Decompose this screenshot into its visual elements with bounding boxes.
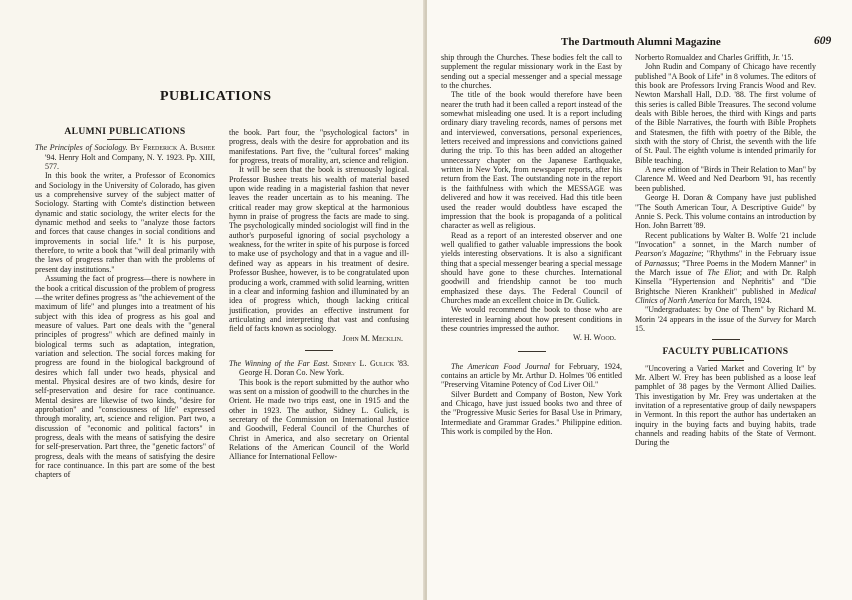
news-item-morin: "Undergraduates: by One of Them" by Richard M. Morin '24 appears in the issue of the Survey for March 15.	[635, 305, 816, 333]
faculty-publications-heading: FACULTY PUBLICATIONS	[662, 347, 789, 358]
running-head: The Dartmouth Alumni Magazine	[561, 36, 721, 48]
left-column-2	[229, 128, 409, 462]
left-column-1	[35, 128, 215, 480]
page-title: PUBLICATIONS	[160, 89, 272, 104]
news-item-birds: A new edition of "Birds in Their Relation to Man" by Clarence M. Weed and Ned Dearborn '91, has recently been published.	[635, 165, 816, 193]
left-page	[0, 0, 425, 600]
reviewer-signature: John M. Mecklin.	[342, 333, 403, 343]
reviewer-signature: W. H. Wood.	[573, 333, 616, 343]
book-citation-principles: The Principles of Sociology. By Frederick A. Bushee '94. Henry Holt and Company, N. Y. 1923. Pp. XIII, 577.	[35, 143, 216, 172]
news-item-frey: "Uncovering a Varied Market and Covering It" by Mr. Albert W. Frey has been published as a loose leaf pamphlet of 38 pages by the Vermont Allied Dailies. This investigation by Mr. Frey was undertaken at the invitation of a representative group of daily newspapers in Vermont. In this report the author has undertaken an inquiry in the buying facts and buying habits, trade channels and reading habits of the State of Vermont. During the	[635, 363, 816, 448]
review-paragraph: We would recommend the book to those who are interested in learning about how present conditions in these countries impressed the author.	[441, 305, 622, 333]
alumni-publications-heading: ALUMNI PUBLICATIONS	[64, 127, 186, 137]
review-paragraph: This book is the report submitted by the author who was sent on a mission of goodwill to the churches in the Orient. He made two trips east, one in 1915 and the other in 1923. The author, Sidney L. Gulick, is secretary of the Commission on International Justice and Goodwill, Federal Council of the Churches of Christ in America, and also secretary on Oriental Relations of the American Council of the World Alliance for International Fellow-	[229, 377, 409, 462]
separator-rule	[305, 350, 333, 351]
review-paragraph: The title of the book would therefore have been nearer the truth had it been called a report instead of the somewhat misleading one used. It is a report including ordinary diary traveling records, names of persons met and interviewed, conversations, personal experiences, letters received and impressions and convictions gained during the trip. To this has been added an altogether unnecessary chapter on the Japanese Earthquake, written in New York, from newspaper reports, after his return from the East. The outstanding note in the report is the faithfulness with which the MESSAGE was delivered and how it was received. Had this title been used the reader would doubtless have escaped the impression that the book is propaganda of a political character as well as religious.	[441, 90, 622, 231]
separator-rule	[518, 351, 546, 352]
review-paragraph: Assuming the fact of progress—there is nowhere in the book a critical discussion of the problem of progress—the writer defines progress as "the achievement of the maximum of life" and plunges into a treatment of his subject with this idea of progress as his goal and measure of values. Part one deals with the "general principles of progress" which are defined mainly in biological terms such as adaptation, integration, variation and selection. The social forces making for progress are found in the biological background of desires which fall under two heads, physical and mental. Physical desires are of two kinds, desire for self-preservation and desire for race continuance. Mental desires are likewise of two kinds, "desire for approbation" and "consciousness of life" expressed through morality, art, science and religion. Part two, a discussion of "economic and political factors" in progress, deals with the means of satisfying the desire for self-preservation. Part three, the "genetic factors" of progress, deals with the means of satisfying the desire for race continuance. In this part are some of the best chapters of	[35, 274, 215, 480]
right-column-2	[635, 53, 816, 448]
review-paragraph: ship through the Churches. These bodies felt the call to supplement the regular missionary work in the East by sending out a special messenger and a special message to the churches.	[441, 53, 622, 91]
news-item-silver-burdett: Silver Burdett and Company of Boston, New York and Chicago, have just issued books two and three of the "Progressive Music Series for Basal Use in Primary, Intermediate and Grammar Grades." Philippine edition. This work is compiled by the Hon.	[441, 389, 622, 437]
heading-rule	[708, 360, 744, 361]
news-item: Norberto Romualdez and Charles Griffith, Jr. '15.	[635, 53, 794, 62]
heading-rule	[107, 139, 143, 140]
review-paragraph: Read as a report of an interested observer and one well qualified to gather valuable impressions the book yields interesting observations. It is also a significant thing that a special messenger bearing a special message should have gone to these churches. International goodwill and friendship cannot be too much emphasized these days. The Federal Council of Churches made an excellent choice in Dr. Gulick.	[441, 230, 622, 305]
news-item-doran: George H. Doran & Company have just published "The South American Tour, A Descriptive Guide" by Annie S. Peck. This volume contains an introduction by Hon. John Barrett '89.	[635, 193, 816, 231]
news-item-wolfe: Recent publications by Walter B. Wolfe '21 include "Invocation" a sonnet, in the March number of Pearson's Magazine; "Rhythms" in the February issue of Parnassus; "Three Poems in the Modern Manner" in the March issue of The Eliot; and with Dr. Ralph Kinsella "Hypertension and Nephritis" and "Die Brightsche Nieren Krankheit" published in Medical Clinics of North America for March, 1924.	[635, 230, 817, 305]
book-citation-far-east: The Winning of the Far East. Sidney L. Gulick '83. George H. Doran Co. New York.	[229, 358, 410, 378]
review-paragraph: In this book the writer, a Professor of Economics and Sociology in the University of Colorado, has given us a comprehensive survey of the subject matter of Sociology. Starting with Comte's distinction between dynamic and static sociology, the writer elects for the dynamic method and seeks to "analyze those factors and forces that cause changes in social conditions and improvements in social life." It is his purpose, therefore, to write a book that "will deal primarily with the laws of progress rather than with the problems of present day institutions."	[35, 171, 215, 274]
page-number: 609	[814, 35, 832, 47]
review-paragraph: It will be seen that the book is strenuously logical. Professor Bushee treats his wealth of material based upon wide reading in a magisterial fashion that never leaves the reader uncertain as to his meaning. The critical reader may grow skeptical at the harmonious hymn in praise of progress the facts are made to sing. The psychologically minded sociologist will find in the author's purposeful ignoring of social psychology a weakness, for the writer in spite of his purpose is forced to make use of psychology and that in a vague and ill-defined way as appears in his treatment of desire. Professor Bushee, however, is to be congratulated upon producing a work, crammed with solid learning, written in a clear and informing fashion and illuminated by an idea of progress which, though lacking critical justification, provides an effective instrument for articulating and interpreting that vast and confusing field of facts known as sociology.	[229, 165, 409, 334]
news-item-book-of-life: John Rudin and Company of Chicago have recently published "A Book of Life" in 8 volumes. The editors of this book are Professors Irving Francis Wood and Rev. Newton Marshall Hall, D.D. '88. The first volume of this series is called Bible Treasures. The second volume deals with Bible heroes, the third with Kings and parts of the Bible Narratives, the fourth with Bible Prophets and Statesmen, the fifth with poetry of the Bible, the sixth with the story of Christ, the seventh with the life of St. Paul. The eighth volume is intended primarily for Bible teaching.	[635, 62, 816, 165]
news-item-food-journal: The American Food Journal for February, 1924, contains an article by Mr. Arthur D. Holmes '06 entitled "Preserving Vitamine Potency of Cod Liver Oil."	[441, 361, 623, 390]
separator-rule	[712, 339, 740, 340]
right-column-1	[441, 53, 622, 436]
review-paragraph: the book. Part four, the "psychological factors" in progress, deals with the desire for approbation and its manifestations. Part five, the "cultural forces" making for progress, treats of morality, art, science and religion.	[229, 128, 409, 166]
right-page	[427, 0, 852, 600]
